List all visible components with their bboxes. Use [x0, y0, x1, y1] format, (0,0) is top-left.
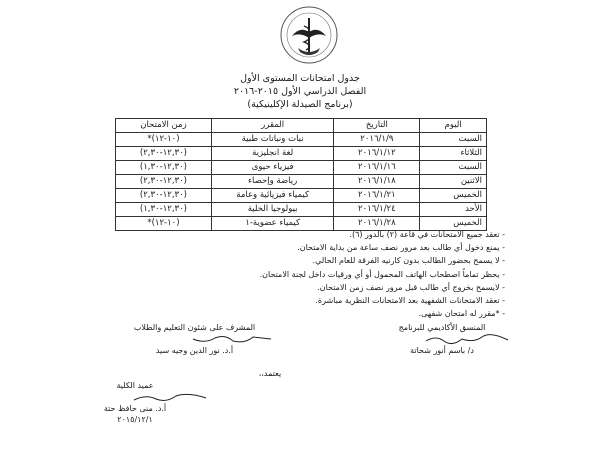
dean-name: أ.د. منى حافظ حتة — [103, 404, 167, 413]
cell-day: الثلاثاء — [420, 147, 487, 161]
list-item: - يحظر تماماً اصطحاب الهاتف المحمول أو أي ورقيات داخل لجنة الامتحان. — [150, 268, 505, 281]
coordinator-name: د/ باسم أنور شحاتة — [410, 346, 474, 355]
header-course: المقرر — [211, 119, 334, 133]
list-item: - *مقرر له امتحان شفهى. — [150, 307, 505, 320]
dean-signature-block — [60, 380, 210, 425]
supervisor-signature-block — [112, 322, 277, 356]
faculty-logo — [268, 4, 350, 66]
cell-course: كيمياء عضوية-١ — [211, 217, 334, 231]
list-item: - لايسمح بخروج أي طالب قبل مرور نصف زمن الامتحان. — [150, 281, 505, 294]
title-line3: (برنامج الصيدلة الإكلينيكية) — [247, 99, 353, 110]
cell-date: ٢٠١٦/١/٢٤ — [334, 203, 420, 217]
table-row — [116, 147, 487, 161]
cell-course: لغة انجليزية — [211, 147, 334, 161]
header-date: التاريخ — [334, 119, 420, 133]
cell-date: ٢٠١٦/١/١٦ — [334, 161, 420, 175]
table-header-row — [116, 119, 487, 133]
table-row — [116, 161, 487, 175]
approval-label: يعتمد،، — [258, 369, 282, 378]
list-item: - تعقد جميع الامتحانات في قاعة (٢) بالدور (٦). — [150, 228, 505, 241]
cell-date: ٢٠١٦/١/٢٨ — [334, 217, 420, 231]
cell-date: ٢٠١٦/١/٢١ — [334, 189, 420, 203]
cell-time: (١٢,٣٠-٢,٣٠) — [116, 147, 212, 161]
approval-label-block — [240, 368, 300, 379]
cell-date: ٢٠١٦/١/١٨ — [334, 175, 420, 189]
dean-title: عميد الكلية — [116, 381, 154, 390]
schedule-titles — [150, 72, 450, 111]
cell-course: فيزياء حيوى — [211, 161, 334, 175]
coordinator-title: المنسق الأكاديمي للبرنامج — [398, 323, 486, 332]
cell-time: (١٠-١٢)* — [116, 133, 212, 147]
exam-rules-list — [150, 228, 505, 320]
cell-course: نبات ونباتات طبية — [211, 133, 334, 147]
title-line2: الفصل الدراسي الأول ٢٠١٥-٢٠١٦ — [233, 86, 367, 97]
cell-date: ٢٠١٦/١/١٢ — [334, 147, 420, 161]
cell-day: الخميس — [420, 217, 487, 231]
cell-course: كيمياء فيزيائية وعامة — [211, 189, 334, 203]
exam-schedule-table — [115, 118, 487, 231]
table-row — [116, 133, 487, 147]
table-row — [116, 189, 487, 203]
header-day: اليوم — [420, 119, 487, 133]
cell-day: الخميس — [420, 189, 487, 203]
dean-date: ٢٠١٥/١٢/١ — [117, 415, 153, 424]
list-item: - تعقد الامتحانات الشفهية بعد الامتحانات النظرية مباشرة. — [150, 294, 505, 307]
supervisor-signature — [187, 333, 277, 345]
cell-day: السبت — [420, 133, 487, 147]
table-row — [116, 203, 487, 217]
cell-course: بيولوجيا الخلية — [211, 203, 334, 217]
cell-time: (١٢,٣٠-١,٣٠) — [116, 203, 212, 217]
list-item: - يمنع دخول أي طالب بعد مرور نصف ساعة من بداية الامتحان. — [150, 241, 505, 254]
title-line1: جدول امتحانات المستوى الأول — [240, 73, 360, 84]
cell-time: (١٢,٣٠-٢,٣٠) — [116, 175, 212, 189]
list-item: - لا يسمح بحضور الطالب بدون كارنيه الفرقة للعام الحالي. — [150, 254, 505, 267]
cell-day: الأحد — [420, 203, 487, 217]
supervisor-title: المشرف على شئون التعليم والطلاب — [133, 323, 256, 332]
coordinator-signature — [422, 333, 512, 345]
cell-day: السبت — [420, 161, 487, 175]
cell-course: رياضة وإحصاء — [211, 175, 334, 189]
supervisor-name: أ.د. نور الدين وجيه سيد — [155, 346, 234, 355]
coordinator-signature-block — [372, 322, 512, 356]
cell-date: ٢٠١٦/١/٩ — [334, 133, 420, 147]
cell-time: (١٢,٣٠-١,٣٠) — [116, 161, 212, 175]
dean-signature — [130, 391, 210, 403]
header-time: زمن الامتحان — [116, 119, 212, 133]
table-row — [116, 175, 487, 189]
cell-day: الاثنين — [420, 175, 487, 189]
cell-time: (١٠-١٢)* — [116, 217, 212, 231]
cell-time: (١٢,٣٠-٢,٣٠) — [116, 189, 212, 203]
